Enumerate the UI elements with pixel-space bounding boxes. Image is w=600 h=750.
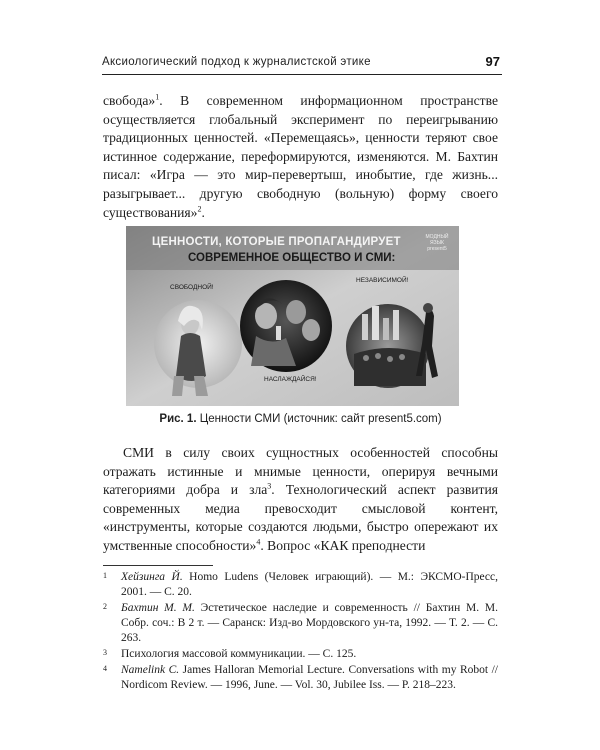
paragraph-2 [103, 444, 498, 556]
footnote-1 [103, 570, 498, 600]
paragraph-1-part-2: . В современном информационном пространстве осуществляется глобальный эксперимент по переигрыванию традиционных ценностей. «Перемещаясь», ценности теряют свое истинное содержание, переформируются, изменяются. М. Бахтин писал: «Игра — это мир-перевертыш, инобытие, где жизнь... разыгрывает... другую свободную (вольную) форму своего существования» [103, 93, 498, 220]
paragraph-1-part-1: свобода» [103, 93, 156, 108]
logo-line-1: МОДНЫЙ ЯЗЫК [425, 234, 449, 246]
paragraph-2-part-1: СМИ в силу своих сущностных особенностей способны отражать истинные и мнимые ценности, оперируя вечными категориями добра и зла [103, 445, 498, 498]
footnote-number: 3 [103, 648, 107, 657]
footnote-2 [103, 601, 498, 646]
paragraph-1-part-3: . [201, 204, 205, 220]
footnote-number: 2 [103, 602, 107, 611]
caption-text: Ценности СМИ (источник: сайт present5.com) [196, 413, 442, 425]
paragraph-2-part-2: . Технологический аспект развития современных медиа превосходит смысловой контент, «инструменты, которые создаются людьми, быстро опережают их умственные способности» [103, 482, 498, 553]
footnote-divider [103, 565, 213, 566]
paragraph-2-part-3: . Вопрос «КАК преподнести [260, 537, 426, 553]
footnote-text: Homo Ludens (Человек играющий). — М.: ЭКСМО-Пресс, 2001. — С. 20. [121, 571, 498, 598]
footnote-text: Психология массовой коммуникации. — С. 125. [121, 648, 357, 660]
label-free: СВОБОДНОЙ! [170, 284, 214, 291]
footnote-ref-4: 4 [256, 537, 261, 547]
label-enjoy: НАСЛАЖДАЙСЯ! [264, 376, 317, 383]
footnote-3 [103, 647, 498, 662]
footnote-author: Бахтин М. М. [121, 602, 195, 614]
footnote-ref-3: 3 [267, 481, 272, 491]
caption-label: Рис. 1. [159, 413, 197, 425]
footnote-author: Namelink C. [121, 664, 180, 676]
running-title: Аксиологический подход к журналистской этике [102, 56, 371, 68]
figure-media-values [126, 226, 459, 406]
footnote-text: James Halloran Memorial Lecture. Conversations with my Robot // Nordicom Review. — 1996, June. — Vol. 30, Jubilee Iss. — P. 218–223. [121, 664, 498, 691]
footnote-ref-2: 2 [197, 204, 202, 214]
figure-title-line-1: ЦЕННОСТИ, КОТОРЫЕ ПРОПАГАНДИРУЕТ [152, 236, 401, 248]
running-header [102, 54, 502, 75]
footnote-4 [103, 663, 498, 693]
footnote-text: Эстетическое наследие и современность // Бахтин М. М. Собр. соч.: В 2 т. — Саранск: Изд-во Мордовского ун-та, 1992. — Т. 2. — С. 263. [121, 602, 498, 644]
paragraph-1 [103, 92, 498, 222]
label-independent: НЕЗАВИСИМОЙ! [356, 277, 409, 284]
figure-logo [422, 234, 452, 252]
page-number: 97 [485, 54, 500, 69]
logo-line-2: present5 [427, 246, 447, 252]
footnote-number: 4 [103, 664, 107, 673]
footnote-number: 1 [103, 571, 107, 580]
figure-title-line-2: СОВРЕМЕННОЕ ОБЩЕСТВО И СМИ: [188, 252, 396, 264]
figure-caption [103, 413, 498, 425]
footnote-ref-1: 1 [155, 92, 160, 102]
footnote-author: Хейзинга Й. [121, 571, 183, 583]
footnotes [103, 570, 498, 694]
